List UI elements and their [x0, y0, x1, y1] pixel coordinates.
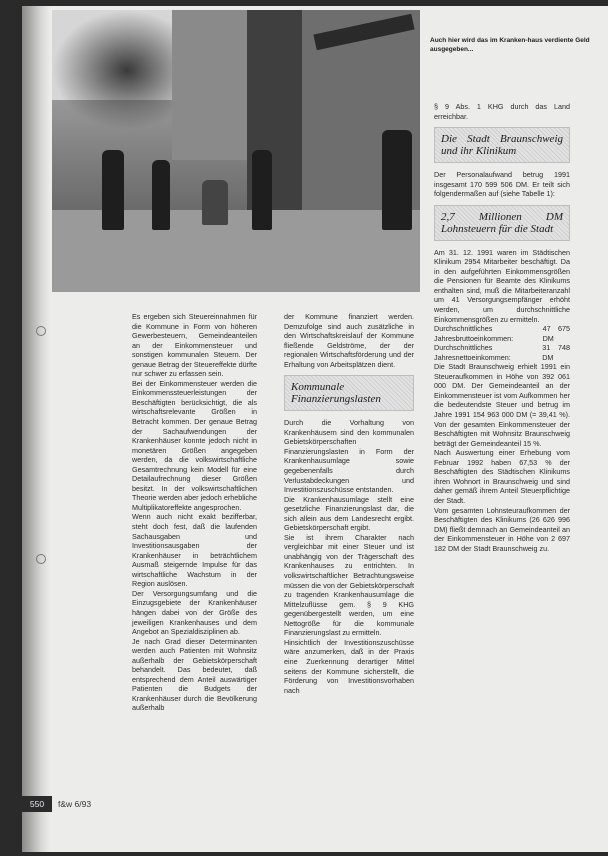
photo-person: [252, 150, 272, 230]
paragraph: Je nach Grad dieser Determinanten werden auch Patienten mit Wohnsitz außerhalb der Gebietskörperschaft behandelt. Das bedeutet, daß entsprechend dem Anteil auswärtiger Patienten die Budgets der Krankenhäuser durch die Bevölkerung außerhalb: [132, 636, 257, 713]
street-photo: [52, 10, 420, 292]
text-column-1: [132, 312, 257, 713]
paragraph: Hinsichtlich der Investitionszuschüsse wäre anzumerken, daß in der Praxis eine Zuerkennung derartiger Mittel seitens der Kommune sicherstellt, die Förderung von Investitionsvorhaben nach: [284, 637, 414, 695]
binding-shadow: [22, 6, 50, 852]
paragraph: Der Versorgungsumfang und die Einzugsgebiete der Krankenhäuser hängen dabei von der Größe des jeweiligen Krankenhauses und dem Angebot an Spezialdisziplinen ab.: [132, 588, 257, 637]
magazine-page: [22, 6, 608, 852]
photo-stroller: [202, 180, 228, 225]
paragraph: Die Stadt Braunschweig erhielt 1991 ein Steueraufkommen in Höhe von 392 061 000 DM. Der Gemeindeanteil an der Einkommensteuer ist vom Aufkommen her die bedeutendste Steuer und betrug im Jahre 1991 154 963 000 DM (= 39,41 %). Von der gesamten Einkommensteuer der Beschäftigten mit Wohnsitz Braunschweig beträgt der Gemeindeanteil 15 %.: [434, 362, 570, 448]
photo-person: [102, 150, 124, 230]
page-footer: [22, 796, 142, 812]
income-value: 47 675 DM: [542, 324, 570, 343]
paragraph: Am 31. 12. 1991 waren im Städtischen Klinikum 2954 Mitarbeiter beschäftigt. Da in den aufgeführten Einkommensgrößen die Pensionen für Beamte des Klinikums enthalten sind, muß die Mitarbeiteranzahl um 41 Versorgungsempfänger erhöht werden, um durchschnittliche Einkommensgrößen zu ermitteln.: [434, 247, 570, 324]
page-number: 550: [22, 796, 52, 812]
income-row: [434, 343, 570, 362]
photo-building: [172, 10, 252, 160]
photo-person: [382, 130, 412, 230]
section-heading-stadt: Die Stadt Braunschweig und ihr Klinikum: [434, 127, 570, 163]
paragraph: Nach Auswertung einer Erhebung vom Februar 1992 haben 67,53 % der Beschäftigten des Städtischen Klinikums ihren Wohnort in Braunschweig und sind daher gemäß ihrem Anteil Steuerpflichtige der Stadt.: [434, 448, 570, 505]
paragraph: Sie ist ihrem Charakter nach vergleichbar mit einer Steuer und ist unabhängig von der Trägerschaft des Krankenhauses zu entrichten. In volkswirtschaftlicher Betrachtungsweise müssen die von der Gebietskörperschaft zu tragenden Krankenhausumlage die Mittelzuflüsse gem. § 9 KHG gegenübergestellt werden, um eine Nettogröße für die kommunale Finanzierungslast zu ermitteln.: [284, 532, 414, 638]
paragraph: Vom gesamten Lohnsteuraufkommen der Beschäftigten des Klinikums (26 626 996 DM) fließt demnach an Gemeindeanteil an der Einkommensteuer in Höhe von 2 697 182 DM der Stadt Braunschweig zu.: [434, 505, 570, 553]
text-column-3: [434, 102, 570, 553]
income-row: [434, 324, 570, 343]
income-value: 31 748 DM: [542, 343, 570, 362]
income-label: Durchschnittliches Jahresnettoeinkommen:: [434, 343, 511, 362]
punch-hole: [36, 554, 46, 564]
paragraph: Wenn auch nicht exakt bezifferbar, steht doch fest, daß die laufenden Sachausgaben und Investitionsausgaben der Krankenhäuser in beträchtlichem Ausmaß steigernde Impulse für das wirtschaftliche Wachstum in der Region auslösen.: [132, 512, 257, 589]
issue-label: f&w 6/93: [58, 799, 92, 809]
income-label: Durchschnittliches Jahresbruttoeinkommen:: [434, 324, 514, 343]
photo-caption: Auch hier wird das im Kranken-haus verdiente Geld ausgegeben...: [430, 37, 590, 53]
paragraph: Bei der Einkommensteuer werden die Einkommenssteuerleistungen der Beschäftigten berücksichtigt, die als wirtschaftsrelevante Größen in Betracht kommen. Der genaue Betrag der Sachaufwendungen der Krankenhäuser konnte jedoch nicht in monetären Größen angegeben werden, da die volkswirtschaftliche Gesamtrechnung kein Modell für eine Detailaufrechnung dieser Größen besitzt. In der volkswirtschaftlichen Theorie werden aber jedoch erhebliche Multiplikatoreffekte angesprochen.: [132, 378, 257, 512]
paragraph: Der Personalaufwand betrug 1991 insgesamt 170 599 506 DM. Er teilt sich folgendermaßen auf (siehe Tabelle 1):: [434, 170, 570, 199]
paragraph: Durch die Vorhaltung von Krankenhäusern sind den kommunalen Gebietskörperschaften Finanzierungslasten in Form der Krankenhausumlage sowie gegebenenfalls durch Verlustabdeckungen und Investitionszuschüsse entstanden.: [284, 418, 414, 495]
paragraph: Es ergeben sich Steuereinnahmen für die Kommune in Form von höheren Gewerbesteuern, Gemeindeanteilen an der Einkommensteuer und sonstigen kommunalen Steuern. Der genaue Betrag der Steuereffekte dürfte nur schwer zu erfassen sein.: [132, 312, 257, 379]
section-heading-lohnsteuer: 2,7 Millionen DM Lohnsteuern für die Stadt: [434, 205, 570, 241]
section-heading-finance: Kommunale Finanzierungslasten: [284, 375, 414, 411]
punch-hole: [36, 326, 46, 336]
paragraph: der Kommune finanziert werden. Demzufolge sind auch zusätzliche in den Wirtschaftskreislauf der Kommune fließende Geldströme, der der regionalen Wirtschaftsförderung und der Erhaltung von Arbeitsplätzen dient.: [284, 312, 414, 369]
text-column-2: [284, 312, 414, 695]
paragraph: § 9 Abs. 1 KHG durch das Land erreichbar.: [434, 102, 570, 121]
photo-person: [152, 160, 170, 230]
paragraph: Die Krankenhausumlage stellt eine gesetzliche Finanzierungslast dar, die sich allein aus dem Landesrecht ergibt. Gebietskörperschaft ergibt.: [284, 494, 414, 533]
